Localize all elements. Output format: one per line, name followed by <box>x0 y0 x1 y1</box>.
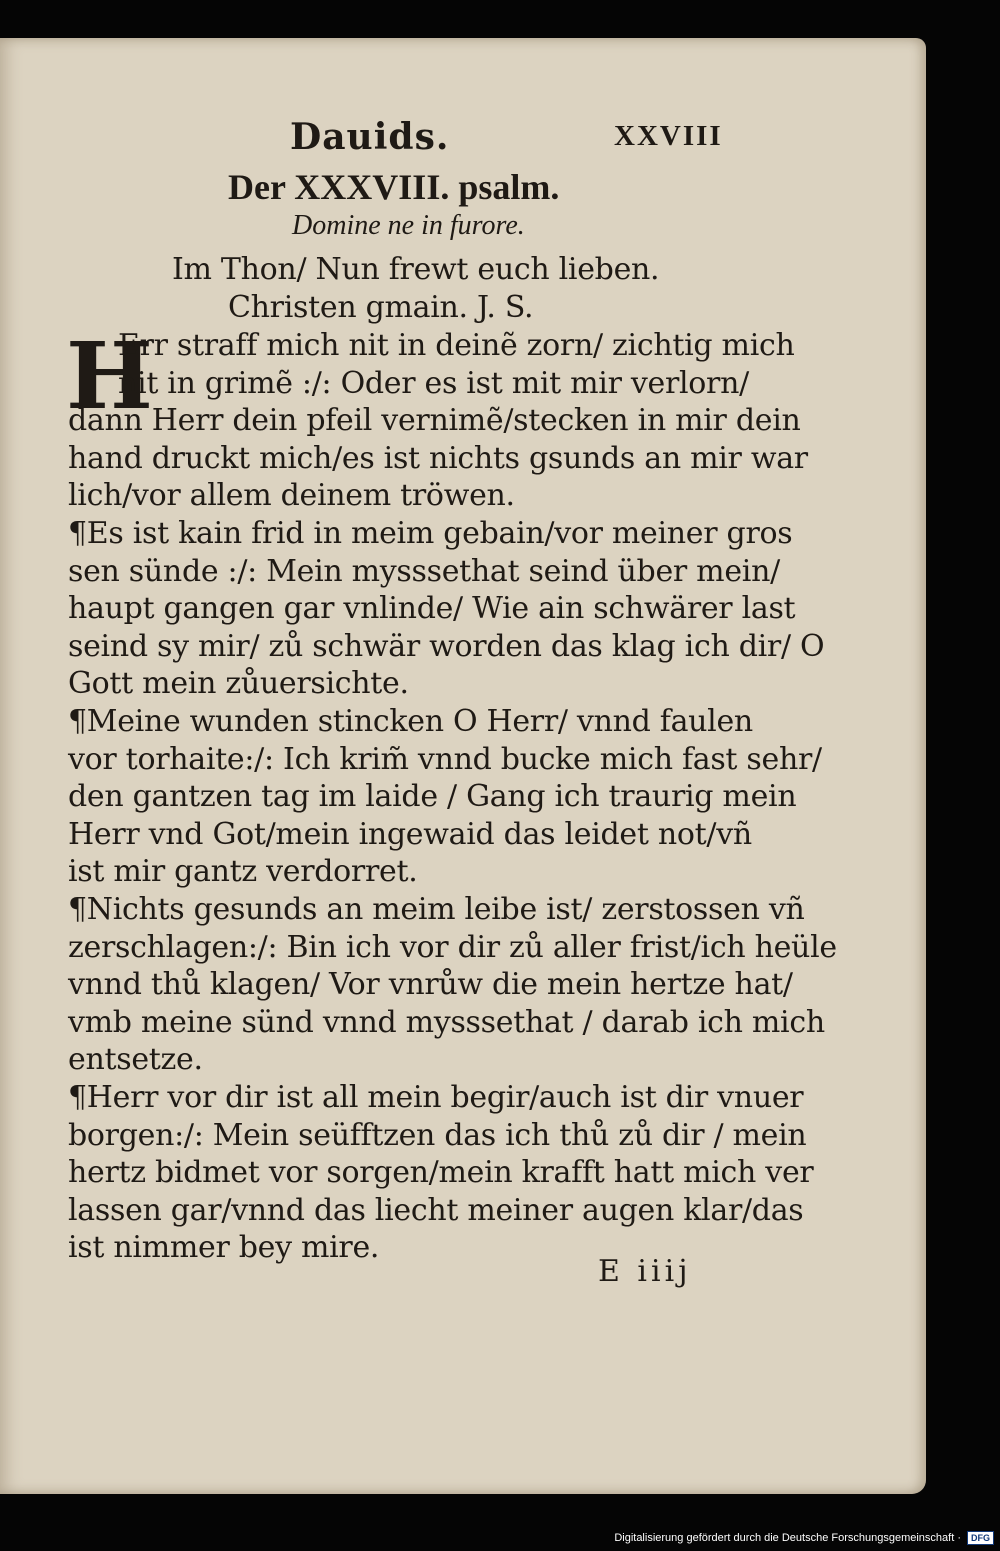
text-line: seind sy mir/ zů schwär worden das klag ich dir/ O <box>68 628 825 664</box>
text-line: dann Herr dein pfeil vernimẽ/stecken in mir dein <box>68 403 801 439</box>
text-line: ¶Meine wunden stincken O Herr/ vnnd faulen <box>68 704 753 739</box>
psalm-title: Der XXXVIII. psalm. <box>228 167 560 207</box>
text-line: Gott mein zůuersichte. <box>68 666 409 702</box>
text-line: lich/vor allem deinem tröwen. <box>68 478 515 514</box>
text-line: ¶Es ist kain frid in meim gebain/vor meiner gros <box>68 516 793 551</box>
text-line: vmb meine sünd vnnd mysssethat / darab ich mich <box>68 1004 825 1040</box>
text-line: hertz bidmet vor sorgen/mein krafft hatt mich ver <box>68 1155 814 1191</box>
text-line: ¶Nichts gesunds an meim leibe ist/ zerstossen vñ <box>68 892 805 927</box>
text-line: vor torhaite:/: Ich krim̃ vnnd bucke mich fast sehr/ <box>68 741 822 777</box>
text-line: ¶Herr vor dir ist all mein begir/auch ist dir vnuer <box>68 1080 804 1115</box>
text-line: zerschlagen:/: Bin ich vor dir zů aller frist/ich heüle <box>68 929 837 965</box>
text-line: entsetze. <box>68 1042 203 1078</box>
text-line: vnnd thů klagen/ Vor vnrůw die mein hertze hat/ <box>68 967 793 1003</box>
digitization-credit <box>614 1527 994 1549</box>
text-line: lassen gar/vnnd das liecht meiner augen klar/das <box>68 1192 804 1228</box>
text-line: haupt gangen gar vnlinde/ Wie ain schwärer last <box>68 591 796 627</box>
text-line: nit in grimẽ :/: Oder es ist mit mir verlorn/ <box>118 365 749 401</box>
folio-number: XXVIII <box>614 120 723 152</box>
running-head: Dauids. <box>290 116 450 158</box>
text-line: ist nimmer bey mire. <box>68 1230 380 1266</box>
melody-line-1: Im Thon/ Nun frewt euch lieben. <box>172 252 660 287</box>
latin-incipit: Domine ne in furore. <box>292 210 525 241</box>
dfg-logo-icon: DFG <box>967 1531 994 1545</box>
text-line: hand druckt mich/es ist nichts gsunds an mir war <box>68 440 808 476</box>
book-page <box>0 38 926 1494</box>
melody-line-2: Christen gmain. J. S. <box>228 290 534 325</box>
drop-cap: H <box>66 322 153 430</box>
text-line: Err straff mich nit in deinẽ zorn/ zichtig mich <box>118 328 795 363</box>
text-line: ist mir gantz verdorret. <box>68 854 418 890</box>
text-line: sen sünde :/: Mein mysssethat seind über mein/ <box>68 553 780 589</box>
text-line: den gantzen tag im laide / Gang ich traurig mein <box>68 779 797 815</box>
text-line: Herr vnd Got/mein ingewaid das leidet not/vñ <box>68 816 752 852</box>
credit-text: Digitalisierung gefördert durch die Deutsche Forschungsgemeinschaft · <box>614 1532 961 1544</box>
signature-mark: E iiij <box>598 1254 692 1289</box>
text-line: borgen:/: Mein seüfftzen das ich thů zů dir / mein <box>68 1117 807 1153</box>
